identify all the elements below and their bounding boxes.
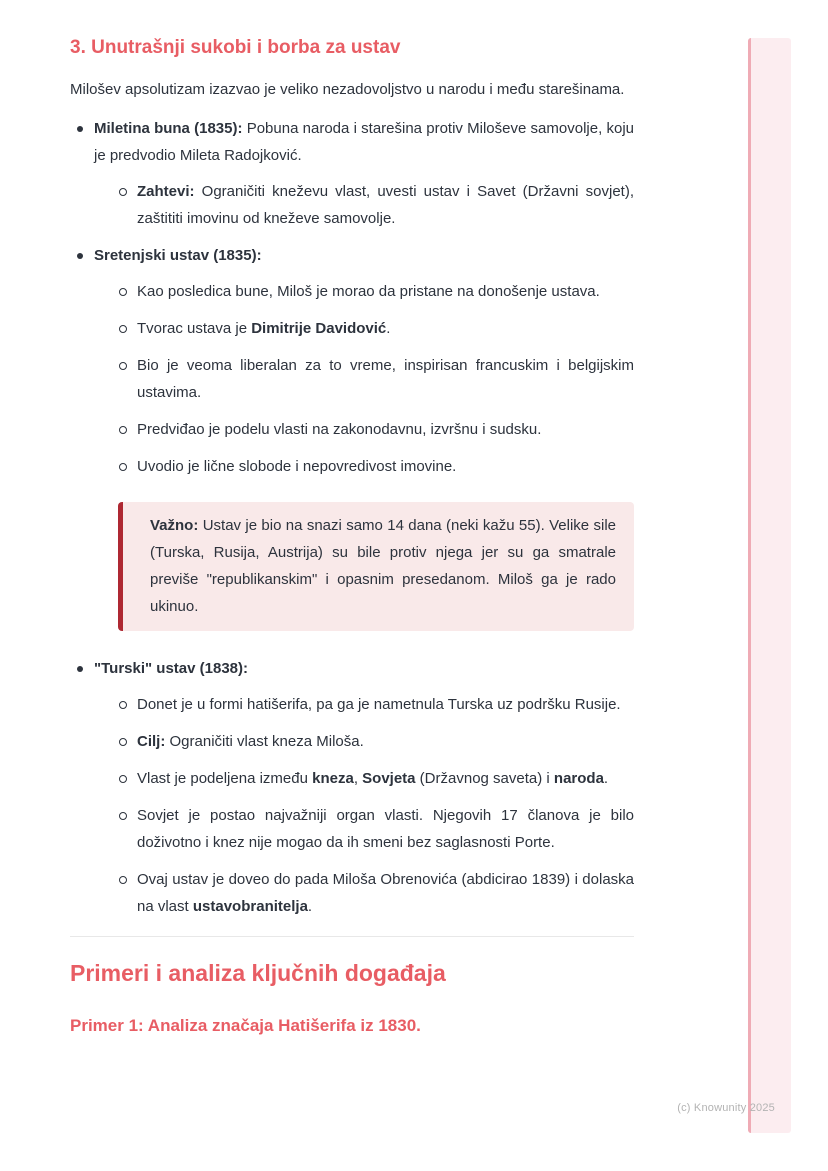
list-item: [70, 242, 634, 480]
list-item-text: "Turski" ustav (1838):: [94, 660, 248, 677]
circle-bullet-icon: [119, 288, 127, 296]
list-item-text: Bio je veoma liberalan za to vreme, inspirisan francuskim i belgijskim ustavima.: [137, 357, 634, 401]
topic-list-1: [70, 115, 634, 480]
list-item: [94, 453, 634, 480]
list-item-text: Donet je u formi hatišerifa, pa ga je nametnula Turska uz podršku Rusije.: [137, 696, 621, 713]
circle-bullet-icon: [119, 738, 127, 746]
list-item-text: Zahtevi: Ograničiti kneževu vlast, uvesti ustav i Savet (Državni sovjet), zaštititi imovinu od kneževe samovolje.: [137, 183, 634, 227]
sub-list: [94, 178, 634, 232]
topic-list-2: [70, 655, 634, 920]
list-item: [94, 691, 634, 718]
section-divider: [70, 936, 634, 937]
circle-bullet-icon: [119, 463, 127, 471]
disc-bullet-icon: [77, 253, 83, 259]
page-edge-stripe: [748, 38, 791, 1133]
list-item-text: Sovjet je postao najvažniji organ vlasti. Njegovih 17 članova je bilo doživotno i knez nije mogao da ih smeni bez saglasnosti Porte.: [137, 807, 634, 851]
list-item: [94, 352, 634, 406]
list-item: [94, 178, 634, 232]
callout-label: Važno:: [150, 517, 199, 534]
important-callout: [118, 502, 634, 631]
list-item: [94, 728, 634, 755]
list-item: [94, 765, 634, 792]
copyright-note: (c) Knowunity 2025: [677, 1102, 775, 1114]
callout-body: Ustav je bio na snazi samo 14 dana (neki kažu 55). Velike sile (Turska, Rusija, Austrija) su bile protiv njega jer su ga smatrale previše "republikanskim" i opasnim presedanom. Miloš ga je rado ukinuo.: [150, 517, 616, 615]
list-item-text: Vlast je podeljena između kneza, Sovjeta (Državnog saveta) i naroda.: [137, 770, 609, 787]
list-item-text: Miletina buna (1835): Pobuna naroda i starešina protiv Miloševe samovolje, koju je predvodio Mileta Radojković.: [94, 120, 634, 164]
example-heading: Primer 1: Analiza značaja Hatišerifa iz 1830.: [70, 1016, 421, 1035]
circle-bullet-icon: [119, 426, 127, 434]
list-item-text: Ovaj ustav je doveo do pada Miloša Obrenovića (abdicirao 1839) i dolaska na vlast ustavobranitelja.: [137, 871, 634, 915]
list-item-text: Predviđao je podelu vlasti na zakonodavnu, izvršnu i sudsku.: [137, 421, 542, 438]
list-item-text: Kao posledica bune, Miloš je morao da pristane na donošenje ustava.: [137, 283, 600, 300]
list-item-text: Uvodio je lične slobode i nepovredivost imovine.: [137, 458, 457, 475]
disc-bullet-icon: [77, 126, 83, 132]
list-item: [70, 115, 634, 232]
circle-bullet-icon: [119, 362, 127, 370]
list-item: [94, 866, 634, 920]
list-item-text: Sretenjski ustav (1835):: [94, 247, 262, 264]
list-item: [94, 416, 634, 443]
disc-bullet-icon: [77, 666, 83, 672]
circle-bullet-icon: [119, 325, 127, 333]
list-item-text: Tvorac ustava je Dimitrije Davidović.: [137, 320, 391, 337]
list-item: [70, 655, 634, 920]
circle-bullet-icon: [119, 876, 127, 884]
circle-bullet-icon: [119, 188, 127, 196]
sub-list: [94, 691, 634, 920]
chapter-heading: Primeri i analiza ključnih događaja: [70, 960, 446, 986]
list-item: [94, 278, 634, 305]
callout-text: [150, 512, 616, 620]
list-item: [94, 802, 634, 856]
list-item: [94, 315, 634, 342]
section-heading: 3. Unutrašnji sukobi i borba za ustav: [70, 37, 401, 58]
circle-bullet-icon: [119, 812, 127, 820]
sub-list: [94, 278, 634, 480]
document-content: [70, 0, 634, 1037]
intro-paragraph: Milošev apsolutizam izazvao je veliko nezadovoljstvo u narodu i među starešinama.: [70, 81, 625, 98]
list-item-text: Cilj: Ograničiti vlast kneza Miloša.: [137, 733, 364, 750]
circle-bullet-icon: [119, 775, 127, 783]
circle-bullet-icon: [119, 701, 127, 709]
